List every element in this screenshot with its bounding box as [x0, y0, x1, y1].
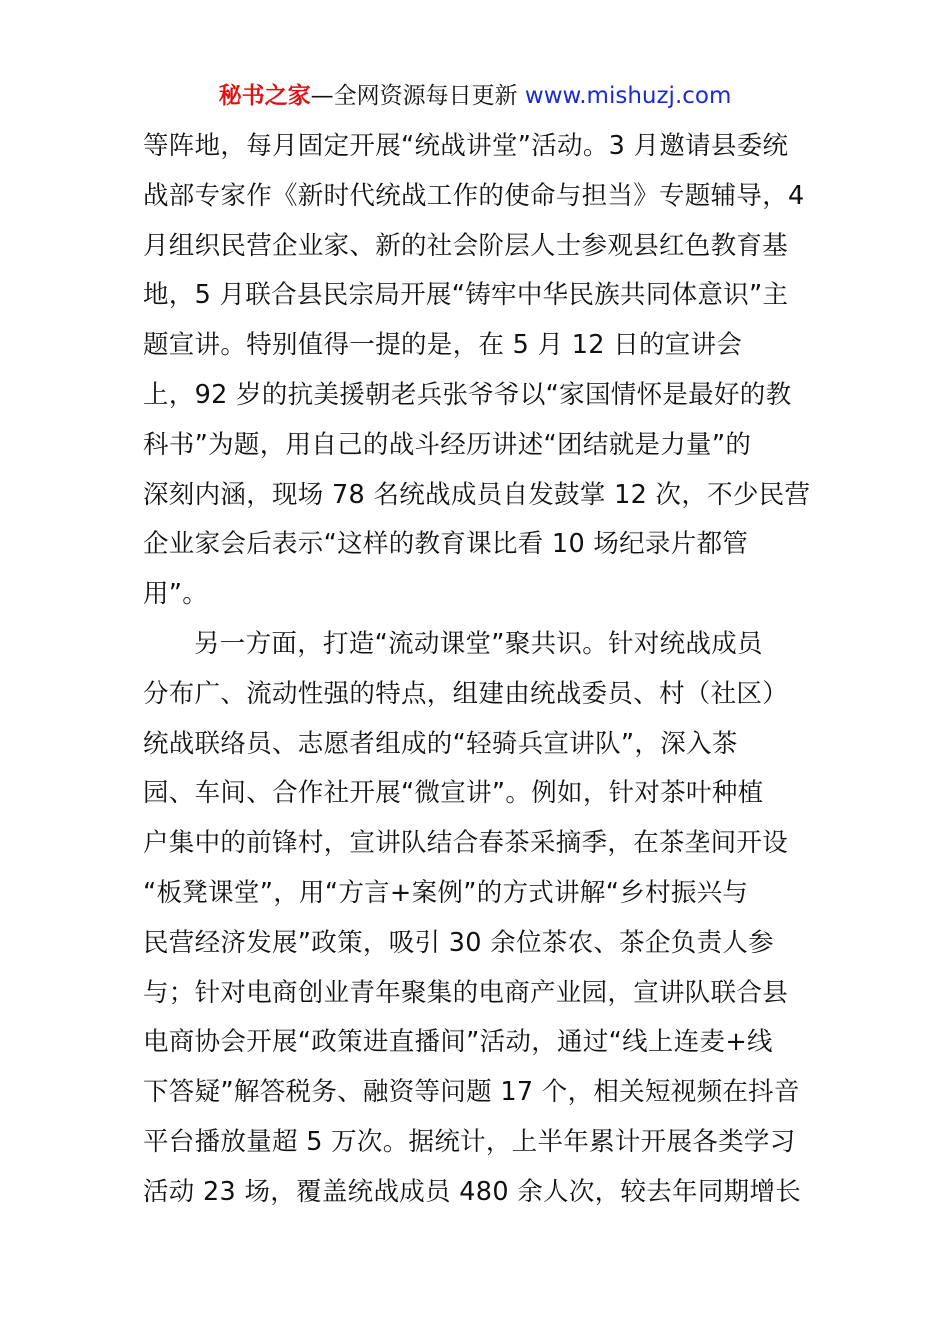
text-line: 分布广、流动性强的特点，组建由统战委员、村（社区）: [143, 678, 789, 709]
text-line: 电商协会开展“政策进直播间”活动，通过“线上连麦+线: [143, 1027, 773, 1058]
text-line: 月组织民营企业家、新的社会阶层人士参观县红色教育基: [143, 230, 789, 261]
site-brand: 秘书之家: [218, 83, 311, 109]
text-line: 统战联络员、志愿者组成的“轻骑兵宣讲队”，深入茶: [143, 728, 738, 759]
text-line: 用”。: [143, 579, 209, 610]
paragraph-start-line: 另一方面，打造“流动课堂”聚共识。针对统战成员: [194, 628, 763, 659]
text-line: 园、车间、合作社开展“微宣讲”。例如，针对茶叶种植: [143, 778, 764, 809]
site-tagline: —全网资源每日更新: [310, 83, 518, 109]
text-line: 战部专家作《新时代统战工作的使命与担当》专题辅导，4: [143, 180, 805, 211]
text-line: 科书”为题，用自己的战斗经历讲述“团结就是力量”的: [143, 429, 752, 460]
site-url-link[interactable]: www.mishuzj.com: [517, 83, 732, 109]
text-line: 企业家会后表示“这样的教育课比看 10 场纪录片都管: [143, 529, 749, 560]
text-line: 深刻内涵，现场 78 名统战成员自发鼓掌 12 次，不少民营: [143, 479, 811, 510]
text-line: 下答疑”解答税务、融资等问题 17 个，相关短视频在抖音: [143, 1077, 800, 1108]
text-line: 平台播放量超 5 万次。据统计，上半年累计开展各类学习: [143, 1126, 796, 1157]
text-line: 题宣讲。特别值得一提的是，在 5 月 12 日的宣讲会: [143, 330, 743, 361]
text-line: 地，5 月联合县民宗局开展“铸牢中华民族共同体意识”主: [143, 280, 789, 311]
text-line: 与；针对电商创业青年聚集的电商产业园，宣讲队联合县: [143, 977, 789, 1008]
text-line: 等阵地，每月固定开展“统战讲堂”活动。3 月邀请县委统: [143, 131, 789, 161]
text-line: 民营经济发展”政策，吸引 30 余位茶农、茶企负责人参: [143, 927, 774, 958]
site-header: [0, 80, 950, 112]
text-line: 活动 23 场，覆盖统战成员 480 余人次，较去年同期增长: [143, 1176, 802, 1207]
text-line: “板凳课堂”，用“方言+案例”的方式讲解“乡村振兴与: [143, 877, 749, 908]
document-body: [143, 122, 811, 1218]
text-line: 上，92 岁的抗美援朝老兵张爷爷以“家国情怀是最好的教: [143, 379, 792, 410]
text-line: 户集中的前锋村，宣讲队结合春茶采摘季，在茶垄间开设: [143, 828, 789, 859]
